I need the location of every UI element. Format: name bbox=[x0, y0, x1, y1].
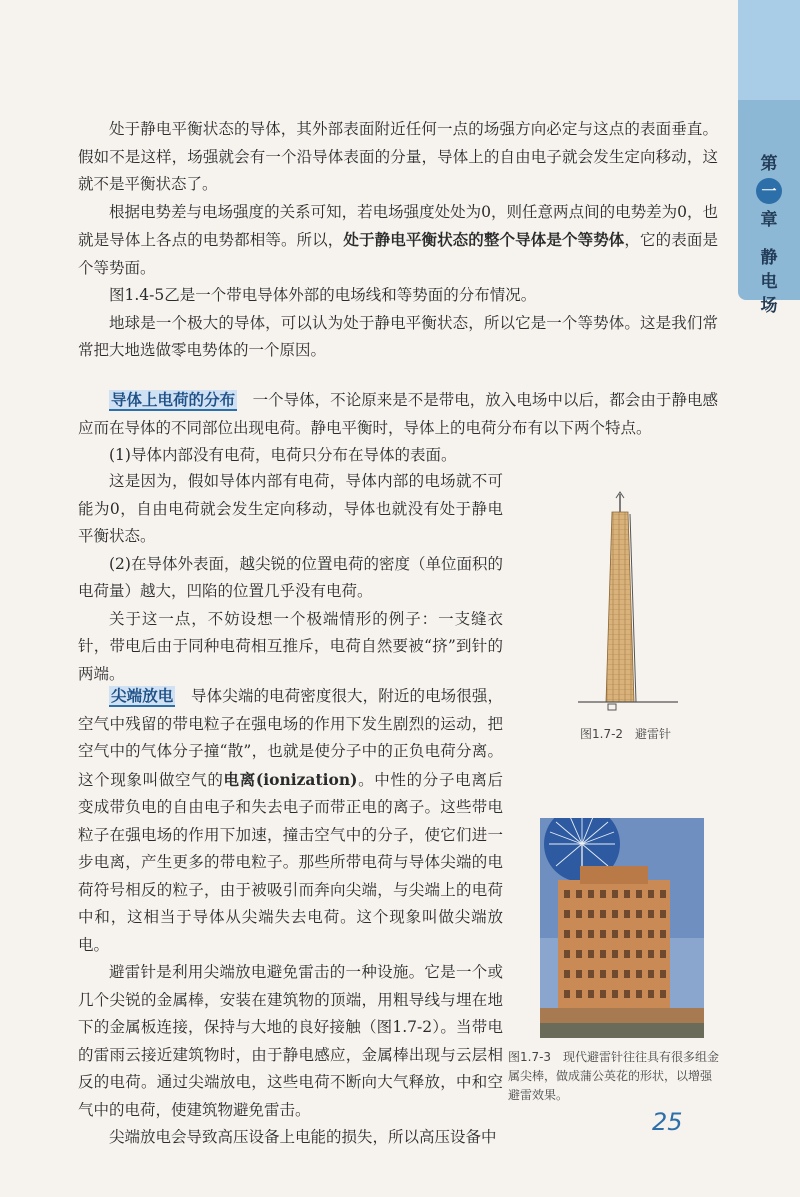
section-heading: 导体上电荷的分布 bbox=[111, 390, 236, 409]
chapter-tab bbox=[738, 0, 800, 316]
chapter-tab-label bbox=[748, 152, 790, 318]
page-number: 25 bbox=[652, 1108, 683, 1136]
figure-caption: 图1.7-3 现代避雷针往往具有很多组金属尖棒，做成蒲公英花的形状，以增强避雷效果。 bbox=[508, 1050, 720, 1102]
tab-char: 第 bbox=[760, 154, 778, 174]
para-text: 导体尖端的电荷密度很大，附近的电场很强，空气中残留的带电粒子在强电场的作用下发生剧烈的运动，把空气中的气体分子撞“散”，也就是使分子中的正负电荷分离。这个现象叫做空气的 bbox=[78, 687, 503, 789]
paragraph: 这是因为，假如导体内部有电荷，导体内部的电场就不可能为0，自由电荷就会发生定向移动，导体也就没有处于静电平衡状态。 bbox=[78, 472, 503, 545]
para-text: ，它的表面是个等势面。 bbox=[78, 231, 718, 277]
list-item: (2)在导体外表面，越尖锐的位置电荷的密度（单位面积的电荷量）越大，凹陷的位置几乎没有电荷。 bbox=[78, 554, 503, 600]
term-ionization: 电离(ionization) bbox=[223, 769, 358, 789]
bold-statement: 处于静电平衡状态的整个导体是个等势体 bbox=[343, 230, 625, 249]
figure-caption: 图1.7-2 避雷针 bbox=[580, 727, 672, 741]
tab-char-circle: 一 bbox=[756, 178, 782, 204]
narrow-column-1 bbox=[78, 468, 503, 688]
tab-char: 电 bbox=[760, 272, 778, 292]
section-point-discharge bbox=[78, 682, 503, 1152]
chapter-tab-top bbox=[738, 0, 800, 100]
intro-text bbox=[78, 116, 718, 365]
paragraph bbox=[78, 386, 718, 442]
figure-lightning-rod bbox=[568, 480, 688, 755]
section-charge-distribution bbox=[78, 386, 718, 470]
section-heading: 尖端放电 bbox=[111, 686, 174, 705]
para-text: 一个导体，不论原来是不是带电，放入电场中以后，都会由于静电感应而在导体的不同部位出现电荷。静电平衡时，导体上的电荷分布有以下两个特点。 bbox=[78, 391, 718, 437]
list-item: (1)导体内部没有电荷，电荷只分布在导体的表面。 bbox=[109, 446, 457, 464]
paragraph: 尖端放电会导致高压设备上电能的损失，所以高压设备中 bbox=[109, 1128, 497, 1146]
paragraph bbox=[78, 682, 503, 959]
paragraph bbox=[78, 199, 718, 283]
paragraph: 避雷针是利用尖端放电避免雷击的一种设施。它是一个或几个尖锐的金属棒，安装在建筑物的顶端，用粗导线与埋在地下的金属板连接，保持与大地的良好接触（图1.7-2）。当带电的雷雨云接近建筑物时，由于静电感应，金属棒出现与云层相反的电荷。通过尖端放电，这些电荷不断向大气释放，中和空气中的电荷，使建筑物避免雷击。 bbox=[78, 963, 503, 1119]
building-photo bbox=[540, 818, 704, 1038]
paragraph: 处于静电平衡状态的导体，其外部表面附近任何一点的场强方向必定与这点的表面垂直。假如不是这样，场强就会有一个沿导体表面的分量，导体上的自由电子就会发生定向移动，这就不是平衡状态了。 bbox=[78, 120, 718, 193]
tab-char: 场 bbox=[760, 296, 778, 316]
paragraph: 关于这一点，不妨设想一个极端情形的例子：一支缝衣针，带电后由于同种电荷相互推斥，电荷自然要被“挤”到针的两端。 bbox=[78, 609, 503, 683]
paragraph: 地球是一个极大的导体，可以认为处于静电平衡状态，所以它是一个等势体。这是我们常常把大地选做零电势体的一个原因。 bbox=[78, 313, 718, 359]
para-text: 。中性的分子电离后变成带负电的自由电子和失去电子而带正电的离子。这些带电粒子在强电场的作用下加速，撞击空气中的分子，使它们进一步电离，产生更多的带电粒子。那些所带电荷与导体尖端的电荷符号相反的粒子，由于被吸引而奔向尖端，与尖端上的电荷中和，这相当于导体从尖端失去电荷。这个现象叫做尖端放电。 bbox=[78, 770, 503, 954]
para-text: 根据电势差与电场强度的关系可知，若电场强度处处为0，则任意两点间的电势差为0，也就是导体上各点的电势都相等。所以， bbox=[78, 202, 718, 249]
paragraph: 图1.4-5乙是一个带电导体外部的电场线和等势面的分布情况。 bbox=[109, 286, 537, 304]
tab-char: 章 bbox=[760, 210, 778, 230]
tab-char: 静 bbox=[760, 248, 778, 268]
figure-modern-lightning-rod bbox=[508, 818, 730, 1118]
lightning-rod-illustration bbox=[568, 480, 688, 720]
